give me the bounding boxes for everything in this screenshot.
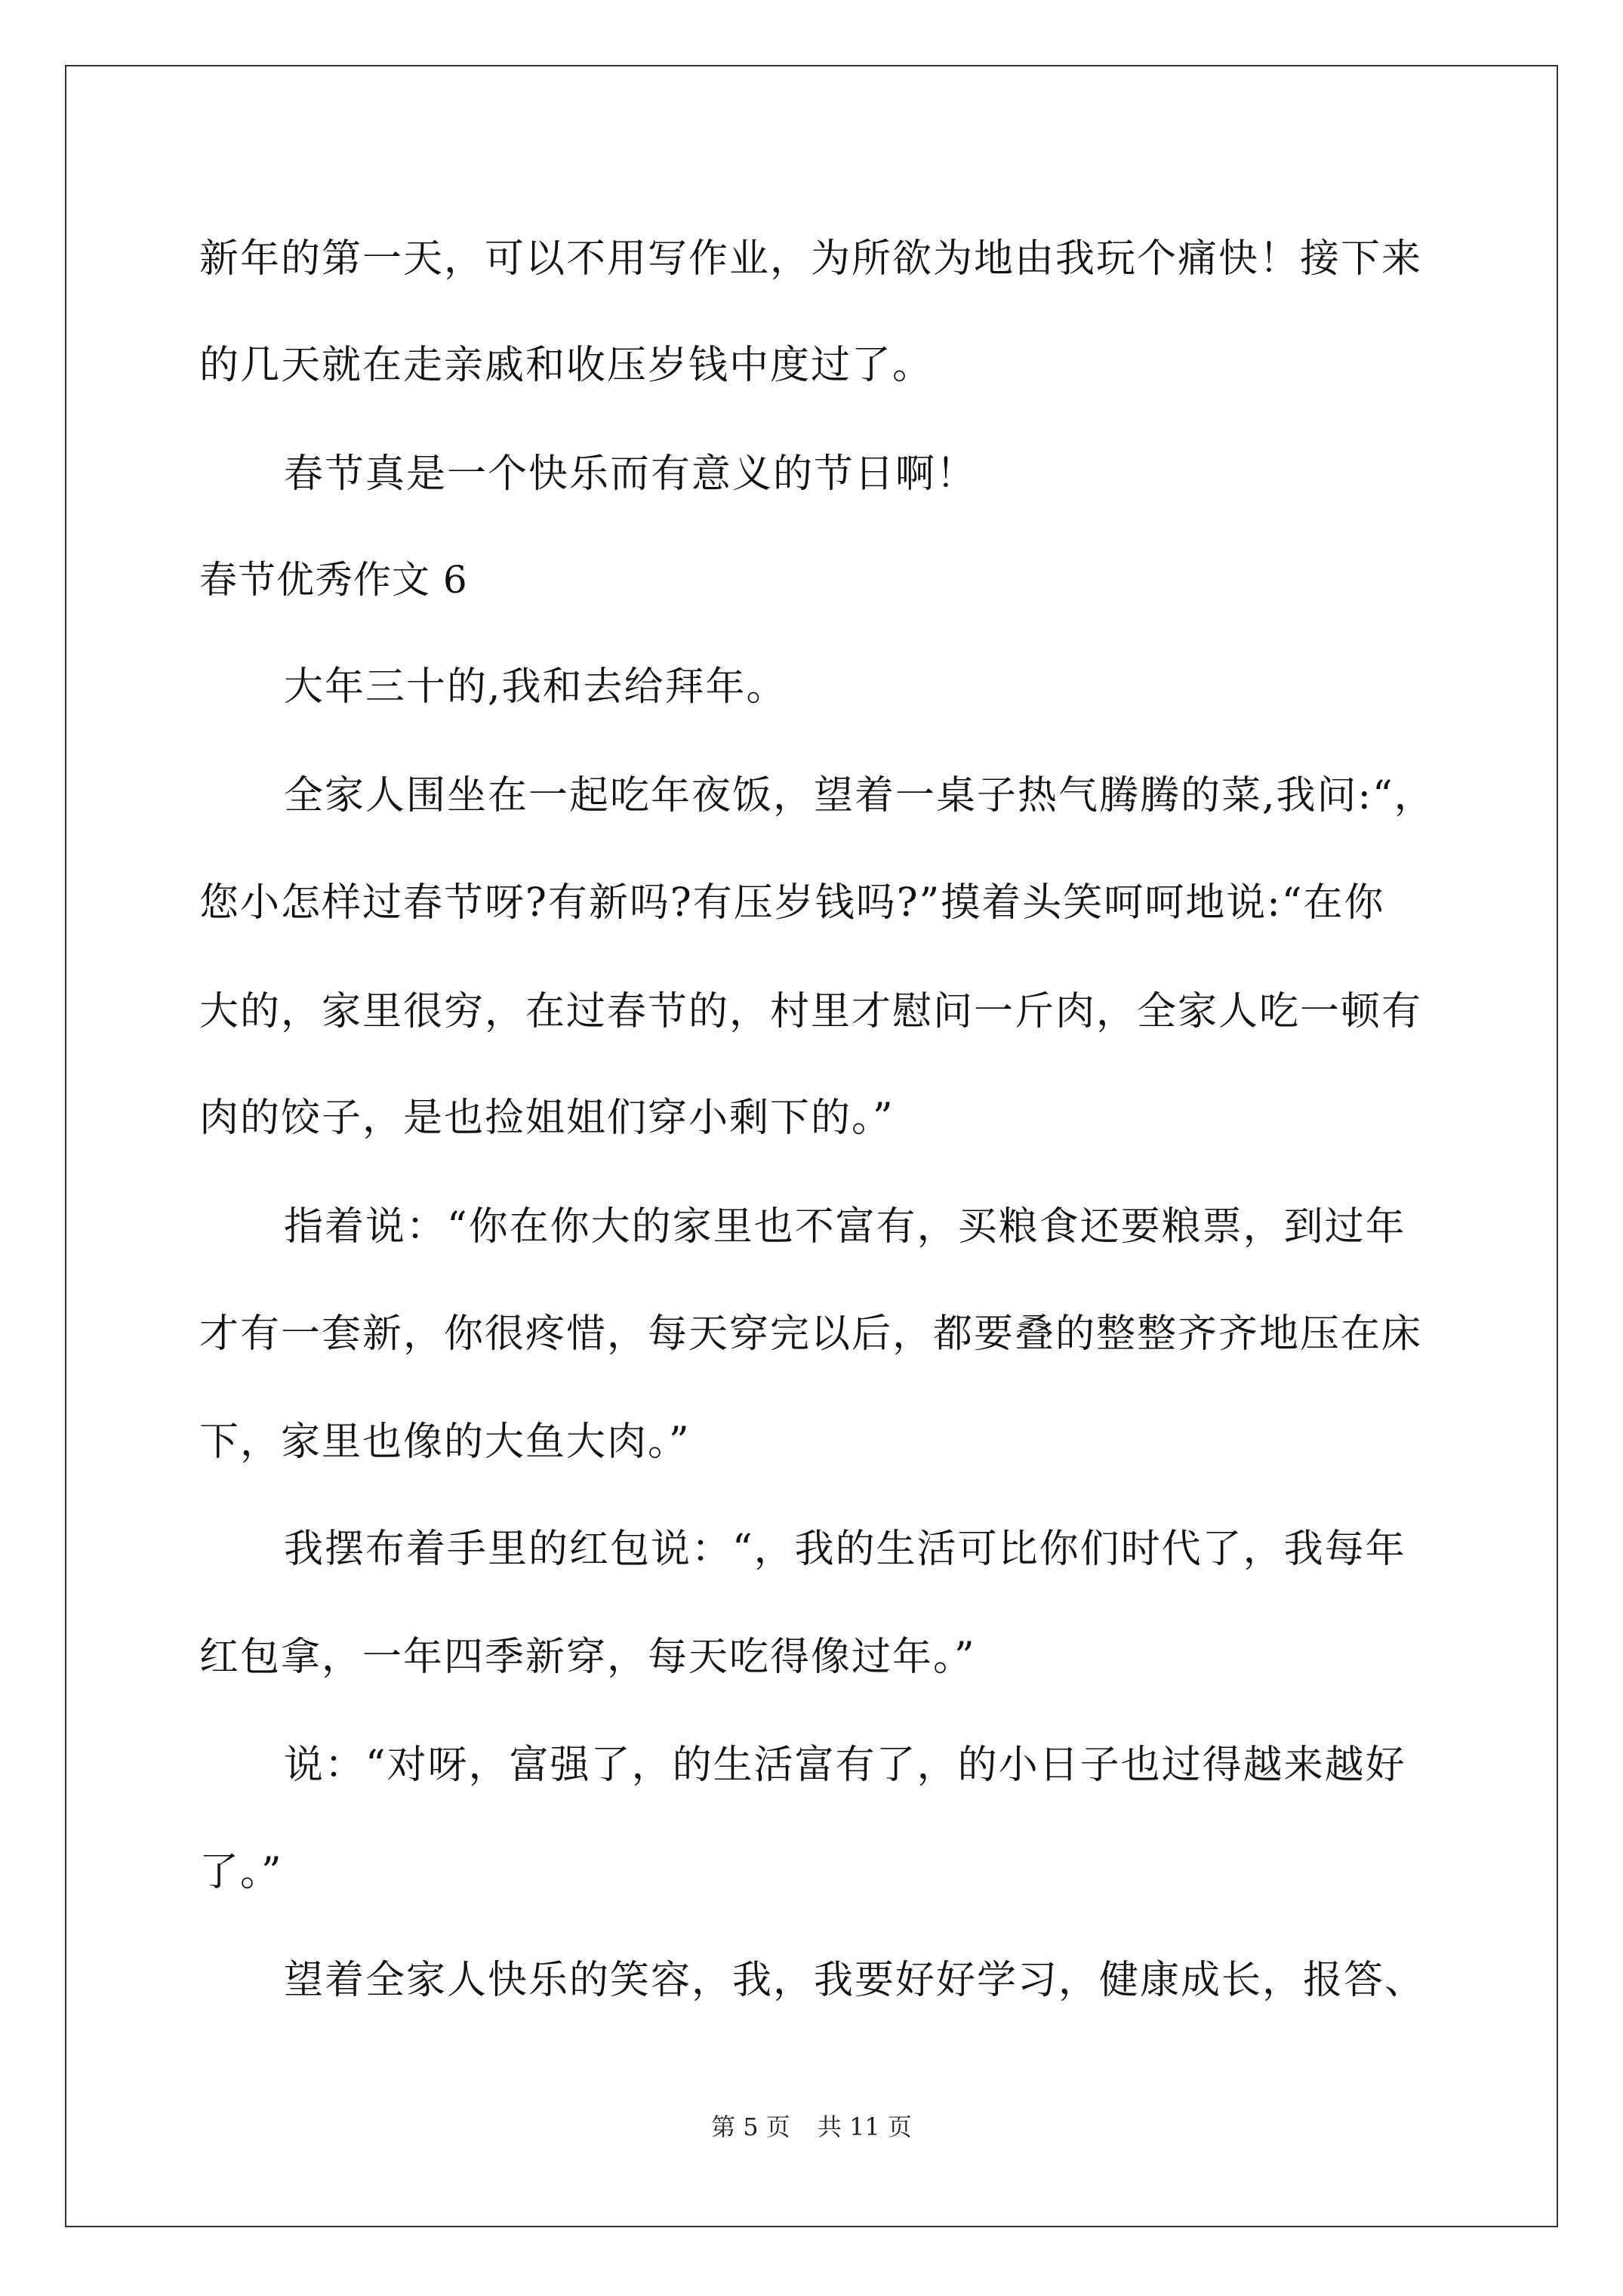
page-footer <box>0 2112 1623 2142</box>
text-line: 春节真是一个快乐而有意义的节日啊！ <box>284 451 978 497</box>
text-line: 指着说：“你在你大的家里也不富有，买粮食还要粮票，到过年 <box>284 1204 1406 1250</box>
text-line: 全家人围坐在一起吃年夜饭，望着一桌子热气腾腾的菜,我问:“， <box>284 773 1435 818</box>
text-line: 红包拿，一年四季新穿，每天吃得像过年。” <box>199 1635 976 1680</box>
text-line: 新年的第一天，可以不用写作业，为所欲为地由我玩个痛快！接下来 <box>199 236 1423 282</box>
text-line: 下，家里也像的大鱼大肉。” <box>199 1419 691 1465</box>
text-line: 望着全家人快乐的笑容，我，我要好好学习，健康成长，报答、 <box>284 1958 1426 2003</box>
text-line: 大年三十的,我和去给拜年。 <box>284 664 787 710</box>
page-number: 第 5 页 <box>711 2113 790 2141</box>
text-line: 的几天就在走亲戚和收压岁钱中度过了。 <box>199 343 934 388</box>
text-line: 才有一套新，你很疼惜，每天穿完以后，都要叠的整整齐齐地压在床 <box>199 1311 1423 1357</box>
section-heading: 春节优秀作文 6 <box>199 558 468 602</box>
text-line: 了。” <box>199 1850 283 1895</box>
page-total: 共 11 页 <box>817 2113 912 2141</box>
text-line: 您小怎样过春节呀?有新吗?有压岁钱吗?”摸着头笑呵呵地说:“在你 <box>199 880 1385 926</box>
text-line: 我摆布着手里的红包说：“，我的生活可比你们时代了，我每年 <box>284 1527 1406 1572</box>
text-line: 肉的饺子，是也捡姐姐们穿小剩下的。” <box>199 1096 895 1141</box>
text-line: 大的，家里很穷，在过春节的，村里才慰问一斤肉，全家人吃一顿有 <box>199 989 1423 1034</box>
page-border <box>65 65 1558 2227</box>
text-line: 说：“对呀，富强了，的生活富有了，的小日子也过得越来越好 <box>284 1743 1406 1788</box>
